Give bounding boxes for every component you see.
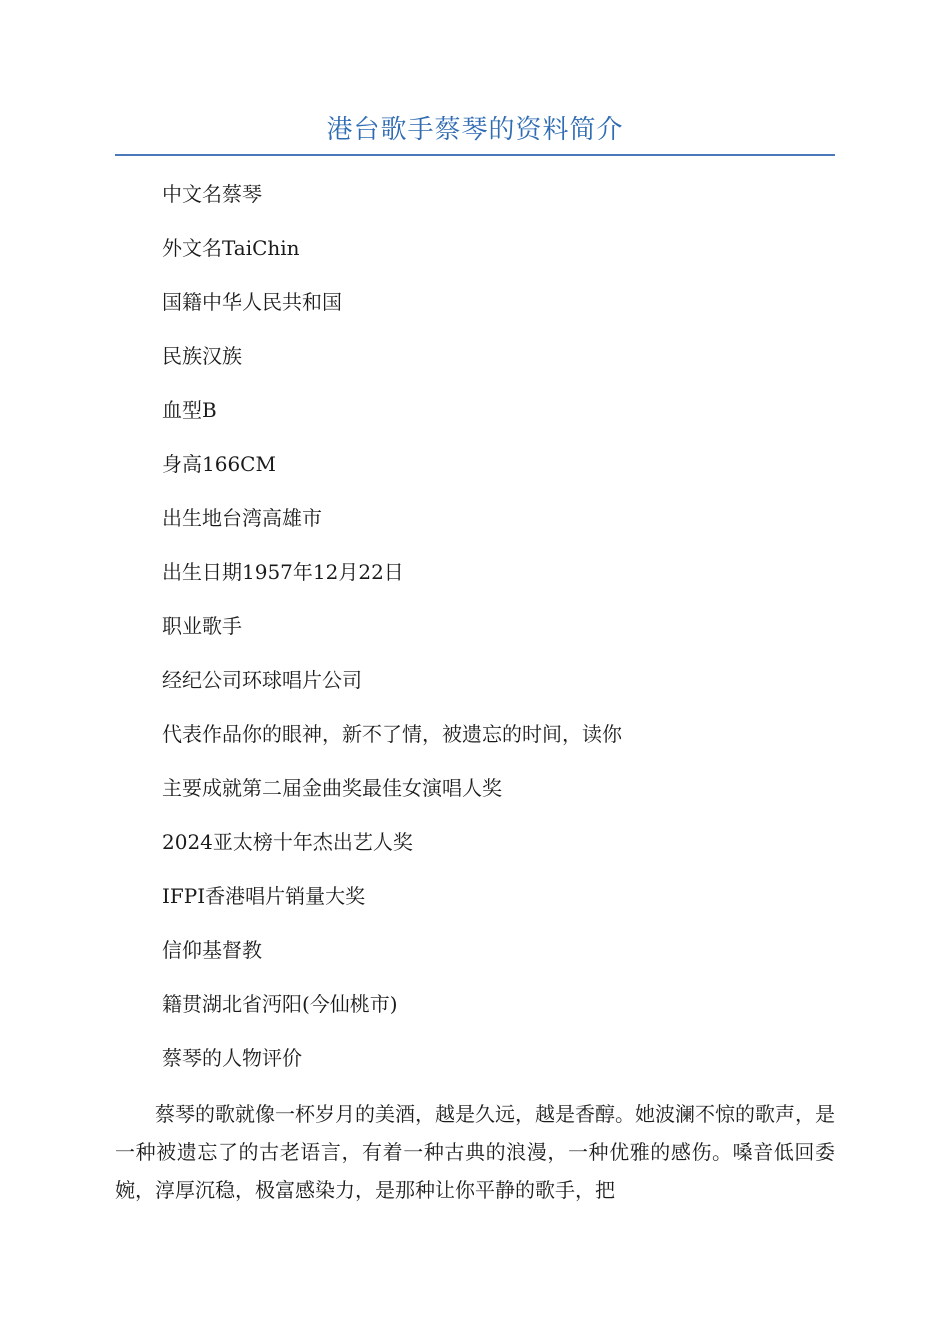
title-underline <box>115 154 835 156</box>
document-title: 港台歌手蔡琴的资料简介 <box>326 115 624 145</box>
info-line-nationality: 国籍中华人民共和国 <box>162 290 342 314</box>
info-line-religion: 信仰基督教 <box>162 938 262 962</box>
info-line-birthplace: 出生地台湾高雄市 <box>162 506 322 530</box>
profile-info-list <box>162 178 622 1096</box>
info-line-birth-date: 出生日期1957年12月22日 <box>162 560 404 584</box>
info-line-chinese-name: 中文名蔡琴 <box>162 182 262 206</box>
evaluation-paragraph: 蔡琴的歌就像一杯岁月的美酒，越是久远，越是香醇。她波澜不惊的歌声，是一种被遗忘了的古老语言，有着一种古典的浪漫，一种优雅的感伤。嗓音低回委婉，淳厚沉稳，极富感染力，是那种让你平静的歌手，把 <box>115 1102 835 1202</box>
info-line-foreign-name: 外文名TaiChin <box>162 236 300 260</box>
info-line-blood-type: 血型B <box>162 398 217 422</box>
info-line-ethnicity: 民族汉族 <box>162 344 242 368</box>
info-line-representative-works: 代表作品你的眼神，新不了情，被遗忘的时间，读你 <box>162 722 622 746</box>
info-line-height: 身高166CM <box>162 452 276 476</box>
info-line-agency: 经纪公司环球唱片公司 <box>162 668 362 692</box>
info-line-achievement: 主要成就第二届金曲奖最佳女演唱人奖 <box>162 776 502 800</box>
info-line-occupation: 职业歌手 <box>162 614 242 638</box>
info-line-award-asia-pacific: 2024亚太榜十年杰出艺人奖 <box>162 830 413 854</box>
info-line-ancestral-home: 籍贯湖北省沔阳(今仙桃市) <box>162 992 398 1016</box>
section-heading-evaluation: 蔡琴的人物评价 <box>162 1046 302 1070</box>
info-line-award-ifpi: IFPI香港唱片销量大奖 <box>162 884 366 908</box>
